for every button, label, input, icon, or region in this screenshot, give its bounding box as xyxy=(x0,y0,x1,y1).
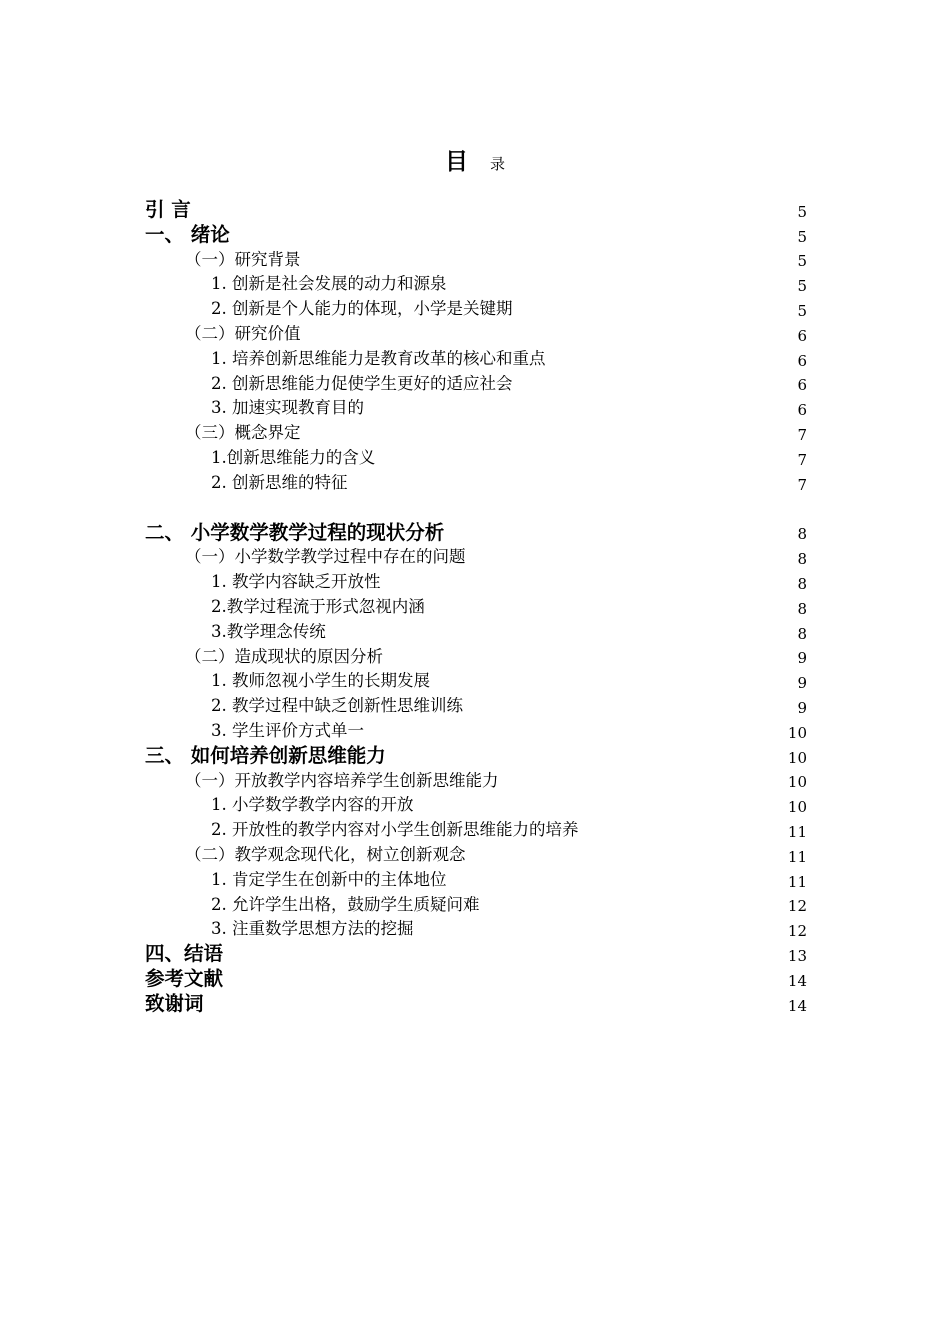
toc-entry[interactable] xyxy=(145,744,807,769)
toc-entry-page-number: 13 xyxy=(787,946,807,965)
toc-entry[interactable] xyxy=(145,421,807,446)
toc-entry-label: 1. 培养创新思维能力是教育改革的核心和重点 xyxy=(211,348,546,368)
toc-entry[interactable] xyxy=(145,868,807,893)
toc-entry-page-number: 10 xyxy=(787,798,807,817)
toc-entry-page-number: 11 xyxy=(787,847,807,866)
toc-entry-page-number: 8 xyxy=(797,550,807,569)
toc-entry-label: 2. 创新思维的特征 xyxy=(211,472,348,492)
toc-entry[interactable] xyxy=(145,297,807,322)
toc-entry-label: （二）教学观念现代化，树立创新观念 xyxy=(185,844,466,864)
toc-entry-page-number: 11 xyxy=(787,822,807,841)
toc-entry-label: 致谢词 xyxy=(145,991,204,1015)
toc-entry-label: 2. 创新是个人能力的体现，小学是关键期 xyxy=(211,299,513,319)
toc-entry-label: 2. 教学过程中缺乏创新性思维训练 xyxy=(211,696,463,716)
toc-entry[interactable] xyxy=(145,769,807,794)
toc-entry[interactable] xyxy=(145,570,807,595)
toc-entry[interactable] xyxy=(145,595,807,620)
toc-entry-page-number: 11 xyxy=(787,872,807,891)
toc-entry-label: 1. 小学数学教学内容的开放 xyxy=(211,795,414,815)
toc-entry-label: 四、结语 xyxy=(145,942,224,966)
toc-entry[interactable] xyxy=(145,322,807,347)
toc-entry-page-number: 7 xyxy=(797,450,807,469)
toc-entry-label: 3. 学生评价方式单一 xyxy=(211,720,364,740)
toc-entry-page-number: 7 xyxy=(797,425,807,444)
toc-entry[interactable] xyxy=(145,669,807,694)
toc-entry-page-number: 5 xyxy=(797,252,807,271)
toc-entry-label: （一）开放教学内容培养学生创新思维能力 xyxy=(185,770,499,790)
toc-entry-page-number: 9 xyxy=(797,698,807,717)
toc-entry-page-number: 8 xyxy=(797,599,807,618)
toc-entry-page-number: 10 xyxy=(787,748,807,767)
toc-entry-page-number: 7 xyxy=(797,475,807,494)
toc-entry[interactable] xyxy=(145,545,807,570)
toc-entry[interactable] xyxy=(145,446,807,471)
toc-entry-page-number: 5 xyxy=(797,202,807,221)
toc-entry-label: 3.教学理念传统 xyxy=(211,621,326,641)
toc-entry-label: （一）研究背景 xyxy=(185,249,301,269)
toc-entry[interactable] xyxy=(145,893,807,918)
toc-entry-label: 一、 绪论 xyxy=(145,222,230,246)
toc-entry-label: 3. 注重数学思想方法的挖掘 xyxy=(211,919,414,939)
toc-entry[interactable] xyxy=(145,248,807,273)
toc-entry-label: （二）造成现状的原因分析 xyxy=(185,646,383,666)
toc-gap xyxy=(145,496,807,521)
toc-entry[interactable] xyxy=(145,917,807,942)
toc-entry-page-number: 5 xyxy=(797,277,807,296)
toc-entry-page-number: 5 xyxy=(797,227,807,246)
toc-entry-label: 参考文献 xyxy=(145,966,224,990)
toc-entry[interactable] xyxy=(145,396,807,421)
toc-group-a xyxy=(145,198,807,496)
toc-entry-label: （一）小学数学教学过程中存在的问题 xyxy=(185,547,466,567)
toc-entry-page-number: 9 xyxy=(797,649,807,668)
toc-entry[interactable] xyxy=(145,694,807,719)
toc-entry-page-number: 6 xyxy=(797,326,807,345)
toc-entry-label: 引 言 xyxy=(145,198,191,221)
toc-group-b xyxy=(145,521,807,1017)
table-of-contents xyxy=(145,198,807,1017)
toc-entry-label: 2. 创新思维能力促使学生更好的适应社会 xyxy=(211,373,513,393)
toc-entry-label: 1. 教学内容缺乏开放性 xyxy=(211,572,381,592)
toc-entry-label: 2. 开放性的教学内容对小学生创新思维能力的培养 xyxy=(211,820,579,840)
toc-entry-label: （二）研究价值 xyxy=(185,323,301,343)
toc-entry[interactable] xyxy=(145,471,807,496)
toc-entry-page-number: 12 xyxy=(787,897,807,916)
toc-entry-page-number: 6 xyxy=(797,376,807,395)
toc-entry-label: 2. 允许学生出格，鼓励学生质疑问难 xyxy=(211,894,480,914)
toc-entry[interactable] xyxy=(145,942,807,967)
toc-entry[interactable] xyxy=(145,843,807,868)
toc-entry-page-number: 6 xyxy=(797,401,807,420)
toc-title-suffix: 录 xyxy=(489,155,505,173)
toc-entry-page-number: 14 xyxy=(787,971,807,990)
toc-entry-label: 1. 肯定学生在创新中的主体地位 xyxy=(211,869,447,889)
toc-entry[interactable] xyxy=(145,223,807,248)
toc-entry-page-number: 6 xyxy=(797,351,807,370)
toc-entry-page-number: 14 xyxy=(787,996,807,1015)
toc-entry-label: 三、 如何培养创新思维能力 xyxy=(145,743,386,767)
toc-entry[interactable] xyxy=(145,347,807,372)
toc-entry[interactable] xyxy=(145,992,807,1017)
toc-entry-page-number: 10 xyxy=(787,723,807,742)
toc-entry[interactable] xyxy=(145,645,807,670)
toc-entry-label: 1. 教师忽视小学生的长期发展 xyxy=(211,671,430,691)
toc-entry-page-number: 5 xyxy=(797,301,807,320)
toc-entry[interactable] xyxy=(145,272,807,297)
toc-entry-label: 2.教学过程流于形式忽视内涵 xyxy=(211,596,425,616)
toc-entry[interactable] xyxy=(145,372,807,397)
toc-entry-page-number: 9 xyxy=(797,674,807,693)
toc-entry[interactable] xyxy=(145,198,807,223)
toc-entry-page-number: 8 xyxy=(797,574,807,593)
toc-entry[interactable] xyxy=(145,620,807,645)
toc-title xyxy=(0,148,950,178)
toc-entry[interactable] xyxy=(145,719,807,744)
toc-entry[interactable] xyxy=(145,793,807,818)
toc-entry-label: （三）概念界定 xyxy=(185,423,301,443)
toc-entry-page-number: 10 xyxy=(787,773,807,792)
toc-entry-label: 3. 加速实现教育目的 xyxy=(211,398,364,418)
toc-entry[interactable] xyxy=(145,967,807,992)
toc-entry-label: 1. 创新是社会发展的动力和源泉 xyxy=(211,274,447,294)
toc-title-main: 目 xyxy=(444,149,468,175)
toc-entry[interactable] xyxy=(145,521,807,546)
toc-entry-page-number: 12 xyxy=(787,922,807,941)
toc-entry-label: 1.创新思维能力的含义 xyxy=(211,447,376,467)
toc-entry-page-number: 8 xyxy=(797,624,807,643)
toc-entry-page-number: 8 xyxy=(797,525,807,544)
toc-entry-label: 二、 小学数学教学过程的现状分析 xyxy=(145,520,445,544)
toc-entry[interactable] xyxy=(145,818,807,843)
